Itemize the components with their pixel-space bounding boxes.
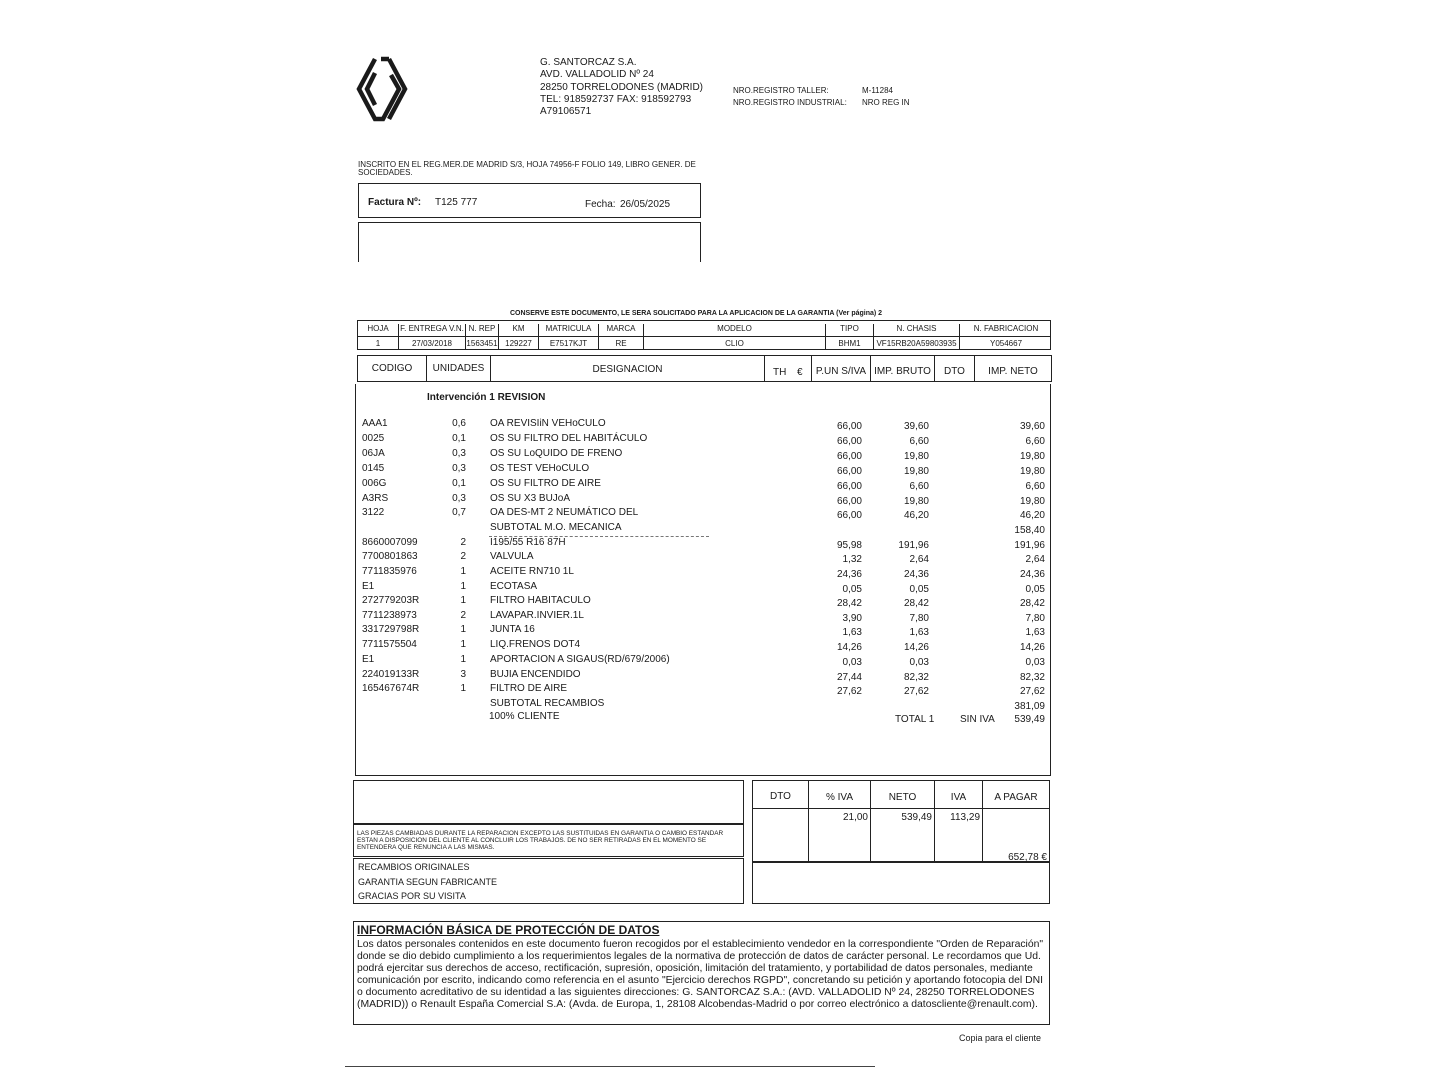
line-net: 28,42 xyxy=(1019,598,1045,609)
totals-header-neto: NETO xyxy=(888,792,917,803)
line-gross: 24,36 xyxy=(903,569,929,580)
line-gross: 27,62 xyxy=(903,686,929,697)
line-gross: 191,96 xyxy=(898,540,929,551)
line-gross: 28,42 xyxy=(903,598,929,609)
registry-taller-label: NRO.REGISTRO TALLER: xyxy=(733,86,829,95)
totals-value-iva-pct: 21,00 xyxy=(842,812,868,823)
line-code: E1 xyxy=(362,581,375,592)
line-code: A3RS xyxy=(362,493,389,504)
line-units: 0,3 xyxy=(452,463,466,474)
line-description: BUJIA ENCENDIDO xyxy=(490,669,581,680)
vehicle-header-2: N. REP xyxy=(466,324,499,339)
line-code: 7700801863 xyxy=(362,551,418,562)
line-net: 19,80 xyxy=(1019,466,1045,477)
renault-logo xyxy=(355,55,409,123)
line-price-unit: 1,63 xyxy=(842,627,862,638)
header-th: TH xyxy=(773,367,787,378)
vehicle-header-9: N. FABRICACION xyxy=(973,324,1039,333)
line-units xyxy=(420,697,466,711)
line-code: 0025 xyxy=(362,433,385,444)
header-bruto: IMP. BRUTO xyxy=(874,366,931,377)
totals-header-apagar: A PAGAR xyxy=(994,792,1038,803)
line-net: 6,60 xyxy=(1025,481,1045,492)
line-description: LIQ.FRENOS DOT4 xyxy=(490,639,581,650)
footer-line-2: GARANTIA SEGUN FABRICANTE xyxy=(358,877,498,887)
line-code: E1 xyxy=(362,654,375,665)
line-code: 7711575504 xyxy=(362,639,417,650)
vehicle-header-6: MODELO xyxy=(644,324,826,339)
vehicle-value-9: Y054667 xyxy=(989,339,1023,348)
line-price-unit: 66,00 xyxy=(836,451,862,462)
line-price-unit: 66,00 xyxy=(836,436,862,447)
header-euro: € xyxy=(797,367,803,378)
footer-line-1: RECAMBIOS ORIGINALES xyxy=(358,862,470,872)
line-code: 006G xyxy=(362,478,387,489)
line-price-unit: 28,42 xyxy=(836,598,862,609)
line-gross: 19,80 xyxy=(903,466,929,477)
line-net: 381,09 xyxy=(1014,701,1045,712)
footer-notes-box xyxy=(353,858,744,904)
invoice-label: Factura Nº: xyxy=(368,197,422,208)
line-description: JUNTA 16 xyxy=(490,624,535,635)
header-pun: P.UN S/IVA xyxy=(815,366,867,377)
line-price-unit: 27,62 xyxy=(836,686,862,697)
line-description: OA DES-MT 2 NEUMÁTICO DEL xyxy=(490,507,639,518)
line-description: APORTACION A SIGAUS(RD/679/2006) xyxy=(490,654,670,665)
line-units: 0,6 xyxy=(452,418,466,429)
vehicle-value-7: BHM1 xyxy=(826,339,874,350)
line-price-unit: 3,90 xyxy=(842,613,862,624)
line-code: 7711835976 xyxy=(362,566,417,577)
line-gross xyxy=(866,700,929,714)
totals-header-dto: DTO xyxy=(770,791,791,802)
line-gross: 0,03 xyxy=(909,657,929,668)
line-description: SUBTOTAL M.O. MECANICA xyxy=(490,522,622,533)
line-net: 39,60 xyxy=(1019,421,1045,432)
line-code: 165467674R xyxy=(362,683,420,694)
line-gross: 39,60 xyxy=(903,421,929,432)
line-description: FILTRO DE AIRE xyxy=(490,683,568,694)
line-description: ACEITE RN710 1L xyxy=(490,566,574,577)
line-price-unit xyxy=(800,524,862,538)
vehicle-header-0: HOJA xyxy=(358,324,399,339)
line-description: OS TEST VEHоCULO xyxy=(490,463,590,474)
vehicle-value-6: CLIO xyxy=(644,339,826,350)
line-code: AAA1 xyxy=(362,418,388,429)
line-price-unit: 24,36 xyxy=(836,569,862,580)
line-net: 19,80 xyxy=(1019,496,1045,507)
line-price-unit: 0,05 xyxy=(842,584,862,595)
header-unidades: UNIDADES xyxy=(432,363,485,374)
totals-value-iva: 113,29 xyxy=(950,812,980,823)
line-units: 1 xyxy=(460,639,466,650)
company-phone: TEL: 918592737 FAX: 918592793 xyxy=(540,94,692,105)
vehicle-header-4: MATRICULA xyxy=(539,324,599,339)
line-net: 27,62 xyxy=(1019,686,1045,697)
line-units: 1 xyxy=(460,566,466,577)
totals-header-iva: IVA xyxy=(950,792,967,803)
totals-a-pagar: 652,78 € xyxy=(1008,852,1047,863)
footer-line-3: GRACIAS POR SU VISITA xyxy=(358,891,466,901)
line-price-unit: 27,44 xyxy=(836,672,862,683)
line-description: OS SU X3 BUJоA xyxy=(490,493,571,504)
line-net: 0,03 xyxy=(1025,657,1045,668)
line-net: 158,40 xyxy=(1014,525,1045,536)
line-description: ECOTASA xyxy=(490,581,538,592)
line-code: 7711238973 xyxy=(362,610,417,621)
line-units: 0,1 xyxy=(452,433,466,444)
registry-industrial-value: NRO REG IN xyxy=(862,98,910,107)
conserve-notice: CONSERVE ESTE DOCUMENTO, LE SERA SOLICITADO PARA LA APLICACION DE LA GARANTIA (Ver página) 2 xyxy=(510,310,883,317)
registry-taller-value: M-11284 xyxy=(862,86,893,95)
vehicle-value-4: E7517KJT xyxy=(539,339,599,350)
line-net: 2,64 xyxy=(1025,554,1045,565)
vehicle-value-3: 129227 xyxy=(499,339,539,350)
line-code: 331729798R xyxy=(362,624,420,635)
invoice-box xyxy=(358,183,701,218)
line-gross xyxy=(866,524,929,538)
vehicle-value-5: RE xyxy=(599,339,644,350)
line-gross: 6,60 xyxy=(909,436,929,447)
line-price-unit: 66,00 xyxy=(836,466,862,477)
line-units: 2 xyxy=(460,551,466,562)
line-price-unit: 66,00 xyxy=(836,481,862,492)
line-units: 2 xyxy=(460,537,466,548)
line-units: 0,3 xyxy=(452,493,466,504)
line-units: 2 xyxy=(460,610,466,621)
items-header xyxy=(357,355,1052,382)
line-net: 0,05 xyxy=(1025,584,1045,595)
header-neto: IMP. NETO xyxy=(988,366,1038,377)
totals-header-iva-pct: % IVA xyxy=(825,792,854,803)
vehicle-header-5: MARCA xyxy=(599,324,644,339)
line-units: 0,7 xyxy=(452,507,466,518)
line-net: 1,63 xyxy=(1025,627,1045,638)
privacy-body: Los datos personales contenidos en este documento fueron recogidos por el establecimiento vendedor en la correspondiente "Orden de Reparación" donde se dio debido cumplimiento a los requerimientos legales de la normativa de protección de datos de carácter personal. Le recordamos que Ud. podrá ejercitar sus derechos de acceso, rectificación, supresión, oposición, limitación del tratamiento, y portabilidad de datos personales, mediante comunicación por escrito, indicando como referencia en el asunto "Ejercicio derechos RGPD", concretando su petición y aportando fotocopia del DNI o documento acreditativo de su identidad a las siguientes direcciones: G. SANTORCAZ S.A.: (AVD. VALLADOLID Nº 24, 28250 TORRELODONES (MADRID)) o Renault España Comercial S.A: (Avda. de Europa, 1, 28108 Alcobendas-Madrid o por correo electrónico a datoscliente@renault.com). xyxy=(357,939,1044,1010)
observations-box xyxy=(353,780,744,824)
line-units: 3 xyxy=(460,669,466,680)
line-gross: 19,80 xyxy=(903,496,929,507)
line-description: LAVAPAR.INVIER.1L xyxy=(490,610,584,621)
totals-value-neto: 539,49 xyxy=(901,812,932,823)
invoice-date-label: Fecha: xyxy=(585,199,616,210)
line-description: I195/55 R16 87H xyxy=(490,537,566,548)
vehicle-value-1: 27/03/2018 xyxy=(399,339,466,350)
parts-notice: LAS PIEZAS CAMBIADAS DURANTE LA REPARACION EXCEPTO LAS SUSTITUIDAS EN GARANTIA O CAMBIO ESTANDAR ESTAN A DISPOSICION DEL CLIENTE AL CONCLUIR LOS TRABAJOS. DE NO SER RETIRADAS EN EL MOMENTO SE ENTENDERA QUE RENUNCIA A LAS MISMAS. xyxy=(357,830,724,851)
line-gross: 14,26 xyxy=(903,642,929,653)
vehicle-value-8: VF15RB20A59803935 xyxy=(874,339,960,350)
vehicle-value-2: 1563451 xyxy=(466,339,498,348)
line-code: 0145 xyxy=(362,463,385,474)
line-gross: 1,63 xyxy=(909,627,929,638)
line-gross: 6,60 xyxy=(909,481,929,492)
line-description: VALVULA xyxy=(490,551,534,562)
line-units: 1 xyxy=(460,581,466,592)
vehicle-table xyxy=(357,320,1051,350)
line-description: OS SU LоQUIDO DE FRENO xyxy=(490,448,623,459)
line-gross: 82,32 xyxy=(903,672,929,683)
subtotal-divider xyxy=(489,536,709,537)
line-code: 272779203R xyxy=(362,595,420,606)
line-code: 3122 xyxy=(362,507,385,518)
line-gross: 46,20 xyxy=(903,510,929,521)
line-net: 24,36 xyxy=(1019,569,1045,580)
line-units: 1 xyxy=(460,683,466,694)
company-cif: A79106571 xyxy=(540,106,592,117)
line-description: OS SU FILTRO DEL HABITÁCULO xyxy=(490,433,648,444)
total-value: 539,49 xyxy=(1014,714,1045,725)
total-label: TOTAL 1 xyxy=(895,714,935,725)
invoice-date: 26/05/2025 xyxy=(620,199,671,210)
parts-notice-box xyxy=(353,824,744,857)
line-gross: 0,05 xyxy=(909,584,929,595)
line-description: OA REVISIіN VEHоCULO xyxy=(490,418,606,429)
company-address: AVD. VALLADOLID Nº 24 xyxy=(540,69,654,80)
line-code: 224019133R xyxy=(362,669,420,680)
line-code: 8660007099 xyxy=(362,537,418,548)
copy-label: Copia para el cliente xyxy=(959,1033,1042,1043)
header-codigo: CODIGO xyxy=(371,363,413,374)
line-description: FILTRO HABITACULO xyxy=(490,595,591,606)
line-net: 82,32 xyxy=(1019,672,1045,683)
line-units: 1 xyxy=(460,595,466,606)
line-price-unit: 1,32 xyxy=(842,554,862,565)
line-units xyxy=(420,521,466,535)
line-net: 7,80 xyxy=(1025,613,1045,624)
line-code: 06JA xyxy=(362,448,385,459)
header-dto: DTO xyxy=(944,366,965,377)
line-units: 1 xyxy=(460,654,466,665)
line-net: 46,20 xyxy=(1019,510,1045,521)
line-price-unit xyxy=(800,700,862,714)
bottom-rule xyxy=(345,1066,875,1067)
line-price-unit: 0,03 xyxy=(842,657,862,668)
line-description: SUBTOTAL RECAMBIOS xyxy=(490,698,605,709)
vehicle-header-3: KM xyxy=(499,324,539,339)
privacy-box xyxy=(353,921,1050,1025)
line-net: 19,80 xyxy=(1019,451,1045,462)
header-designacion: DESIGNACION xyxy=(592,364,663,375)
line-gross: 19,80 xyxy=(903,451,929,462)
line-price-unit: 14,26 xyxy=(836,642,862,653)
line-units: 0,1 xyxy=(452,478,466,489)
line-net: 191,96 xyxy=(1014,540,1045,551)
payment-box xyxy=(752,862,1050,904)
inscription-text: INSCRITO EN EL REG.MER.DE MADRID S/3, HOJA 74956-F FOLIO 149, LIBRO GENER. DE SOCIEDADES. xyxy=(358,160,696,177)
vehicle-header-7: TIPO xyxy=(826,324,874,339)
line-gross: 2,64 xyxy=(909,554,929,565)
invoice-number: T125 777 xyxy=(435,197,478,208)
line-description: OS SU FILTRO DE AIRE xyxy=(490,478,601,489)
intervention-title: Intervención 1 REVISION xyxy=(427,392,546,403)
vehicle-header-1: F. ENTREGA V.N. xyxy=(399,324,466,339)
line-units: 0,3 xyxy=(452,448,466,459)
registry-industrial-label: NRO.REGISTRO INDUSTRIAL: xyxy=(733,98,847,107)
totals-table xyxy=(752,780,1050,862)
customer-box xyxy=(358,222,701,262)
line-units: 1 xyxy=(460,624,466,635)
vehicle-value-0: 1 xyxy=(358,339,399,350)
privacy-title: INFORMACIÓN BÁSICA DE PROTECCIÓN DE DATOS xyxy=(357,923,660,937)
company-city: 28250 TORRELODONES (MADRID) xyxy=(540,82,704,93)
vehicle-header-8: N. CHASIS xyxy=(874,324,960,339)
line-price-unit: 95,98 xyxy=(836,540,862,551)
line-net: 6,60 xyxy=(1025,436,1045,447)
line-gross: 7,80 xyxy=(909,613,929,624)
cliente-line: 100% CLIENTE xyxy=(489,711,560,722)
company-name: G. SANTORCAZ S.A. xyxy=(540,57,637,68)
line-price-unit: 66,00 xyxy=(836,496,862,507)
total-siniva: SIN IVA xyxy=(960,714,995,725)
line-price-unit: 66,00 xyxy=(836,421,862,432)
line-price-unit: 66,00 xyxy=(836,510,862,521)
line-net: 14,26 xyxy=(1019,642,1045,653)
